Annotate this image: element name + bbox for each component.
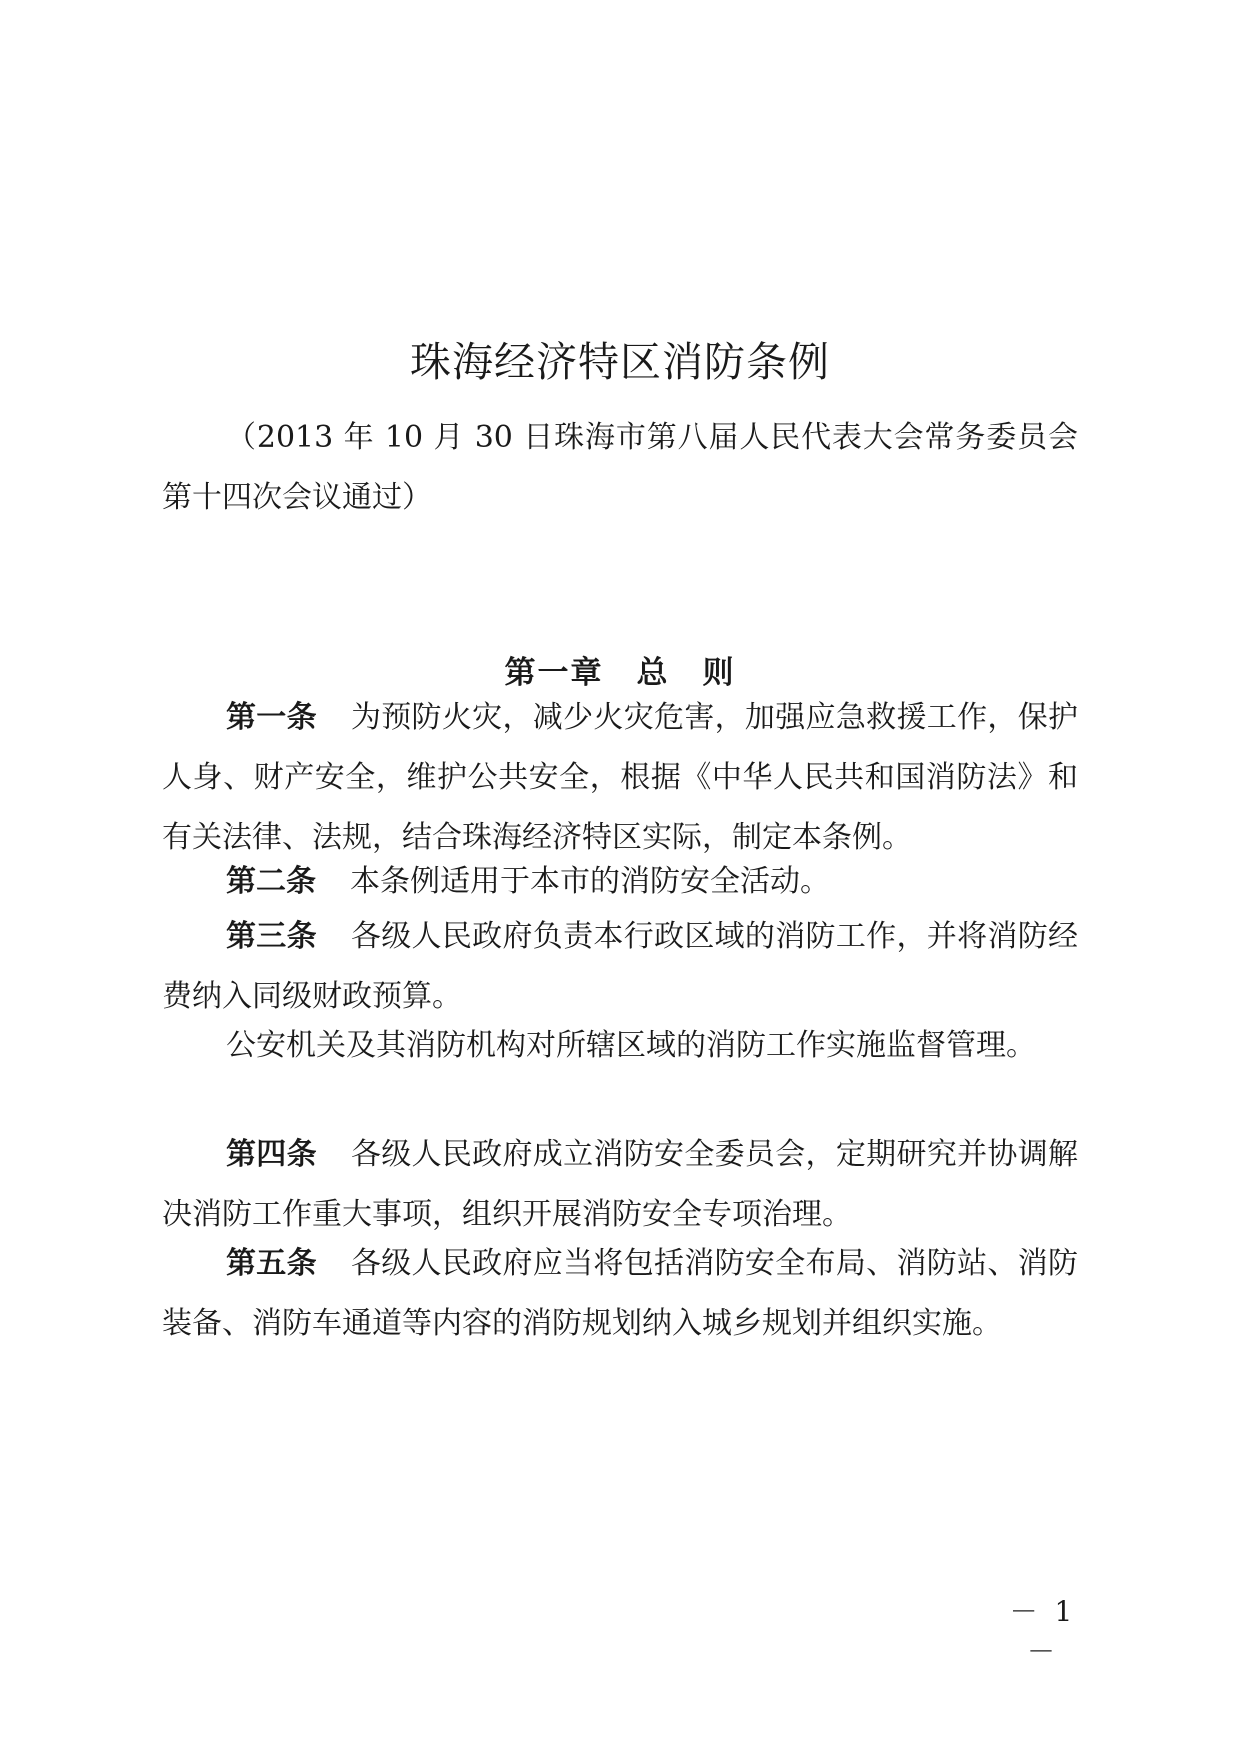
article-text: 本条例适用于本市的消防安全活动。	[350, 864, 830, 899]
adoption-note: （2013 年 10 月 30 日珠海市第八届人民代表大会常务委员会第十四次会议通过）	[162, 420, 1078, 515]
article-label: 第二条	[226, 864, 316, 899]
article-3-paragraph-2: 公安机关及其消防机构对所辖区域的消防工作实施监督管理。	[226, 1028, 1036, 1063]
article-text: 为预防火灾，减少火灾危害，加强应急救援工作，保护人身、财产安全，维护公共安全，根据《中华人民共和国消防法》和有关法律、法规，结合珠海经济特区实际，制定本条例。	[162, 700, 1079, 855]
article-1	[162, 688, 1078, 868]
chapter-heading: 第一章 总 则	[504, 655, 736, 691]
article-label: 第三条	[226, 919, 317, 954]
document-title: 珠海经济特区消防条例	[410, 338, 830, 386]
article-5	[162, 1234, 1078, 1354]
article-label: 第五条	[226, 1246, 317, 1281]
article-label: 第一条	[226, 700, 317, 735]
article-3	[162, 907, 1078, 1027]
article-2	[162, 852, 1078, 912]
page-number: － 1 －	[1009, 1595, 1077, 1668]
article-text: 各级人民政府负责本行政区域的消防工作，并将消防经费纳入同级财政预算。	[162, 919, 1079, 1014]
article-text: 各级人民政府成立消防安全委员会，定期研究并协调解决消防工作重大事项，组织开展消防安全专项治理。	[162, 1137, 1079, 1232]
article-text: 各级人民政府应当将包括消防安全布局、消防站、消防装备、消防车通道等内容的消防规划纳入城乡规划并组织实施。	[162, 1246, 1079, 1341]
article-4	[162, 1125, 1078, 1245]
article-label: 第四条	[226, 1137, 317, 1172]
